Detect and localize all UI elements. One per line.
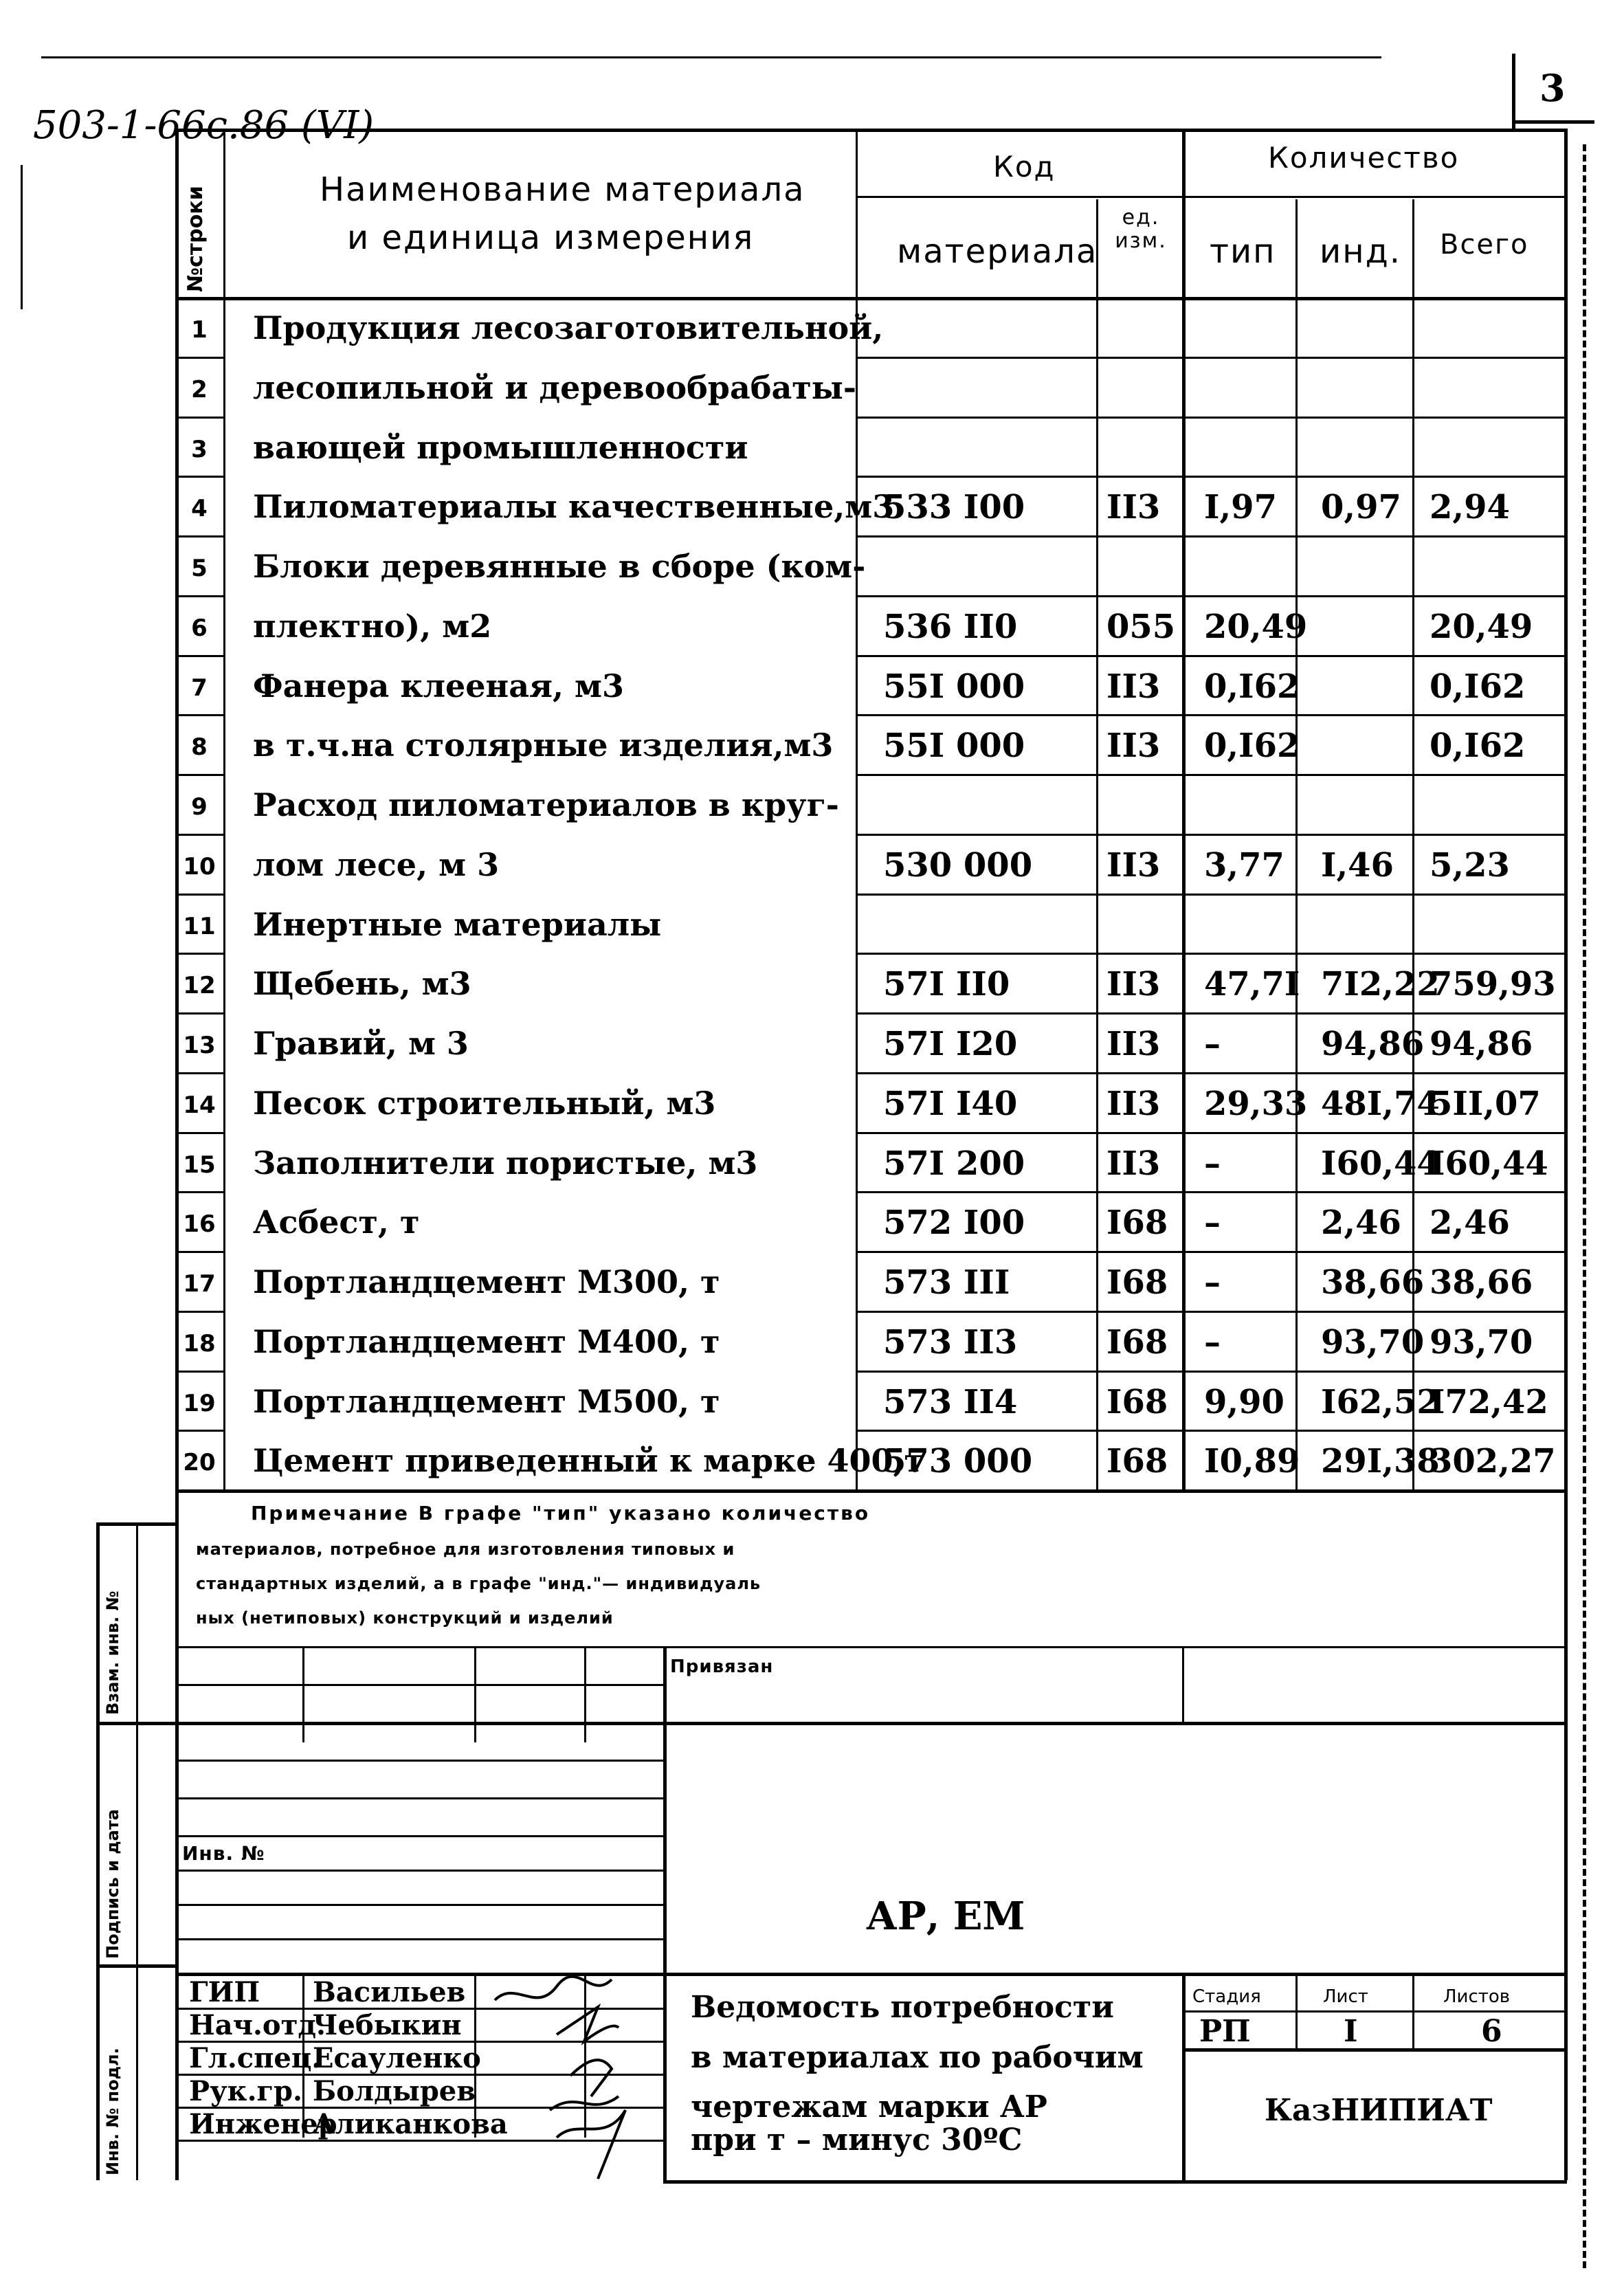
row-separator — [856, 535, 1567, 537]
qty-total: 759,93 — [1430, 965, 1556, 1004]
row-number-separator — [175, 1191, 223, 1193]
material-code: 55I 000 — [883, 667, 1025, 706]
row-separator — [856, 1430, 1567, 1432]
side-label-inv-podl: Инв. № подл. — [103, 2048, 122, 2175]
unit-code: I68 — [1106, 1322, 1168, 1362]
document-code: 503-1-66с.86 (VI) — [33, 103, 375, 148]
row-separator — [856, 655, 1567, 657]
qty-ind: 29I,38 — [1321, 1442, 1440, 1481]
qty-total: 0,I62 — [1430, 667, 1526, 706]
grid-v3 — [584, 1646, 586, 1742]
unit-code: I68 — [1106, 1442, 1168, 1481]
left-edge-mark — [21, 165, 23, 309]
material-name: Цемент приведенный к марке 400,т — [253, 1442, 924, 1480]
note-line2: материалов, потребное для изготовления типовых и — [196, 1540, 735, 1559]
row-number-separator — [175, 655, 223, 657]
row-number-separator — [175, 476, 223, 478]
qty-typ: 47,7I — [1204, 965, 1300, 1004]
side-label-podpis: Подпись и дата — [103, 1809, 122, 1959]
unit-code: II3 — [1106, 1025, 1161, 1063]
material-name: в т.ч.на столярные изделия,м3 — [253, 727, 834, 764]
qty-typ: – — [1204, 1204, 1221, 1243]
qty-ind: 7I2,22 — [1321, 965, 1440, 1004]
row-number: 12 — [183, 972, 216, 1000]
row-number-separator — [175, 1072, 223, 1074]
row-separator — [856, 1132, 1567, 1134]
row-separator — [856, 1311, 1567, 1313]
row-number-separator — [175, 1132, 223, 1134]
unit-code: II3 — [1106, 1144, 1161, 1183]
side-label-vzam: Взам. инв. № — [103, 1590, 122, 1715]
unit-code: I68 — [1106, 1382, 1168, 1421]
row-number: 7 — [191, 674, 208, 702]
row-separator — [856, 476, 1567, 478]
material-name: лесопильной и деревообрабаты- — [253, 368, 856, 406]
row-number: 18 — [183, 1329, 216, 1357]
row-number: 1 — [191, 316, 208, 344]
col-left — [175, 129, 179, 1489]
unit-code: II3 — [1106, 488, 1161, 527]
header-code: Код — [993, 150, 1056, 184]
stamp-top — [175, 1646, 1567, 1648]
qty-total: 20,49 — [1430, 607, 1533, 646]
qty-total: 2,94 — [1430, 488, 1510, 527]
sheets-value: 6 — [1481, 2014, 1502, 2049]
qty-total: I72,42 — [1430, 1382, 1548, 1421]
table-top — [175, 129, 1567, 132]
material-name: Портландцемент М300, т — [253, 1263, 720, 1300]
material-name: Щебень, м3 — [253, 965, 471, 1003]
grid-v5 — [1182, 1646, 1184, 1722]
sheet-number-baseline — [1512, 120, 1594, 124]
material-code: 57I I40 — [883, 1084, 1018, 1123]
material-name: Блоки деревянные в сборе (ком- — [253, 548, 866, 585]
grid-v4 — [663, 1646, 667, 2180]
qty-ind: I62,52 — [1321, 1382, 1440, 1421]
unit-code: II3 — [1106, 1084, 1161, 1123]
header-material: материала — [897, 232, 1098, 271]
qty-ind: 94,86 — [1321, 1025, 1425, 1063]
unit-code: I68 — [1106, 1204, 1168, 1243]
stamp-person: Васильев — [313, 1976, 466, 2008]
row-number-separator — [175, 1371, 223, 1373]
title-line1: Ведомость потребности — [691, 1990, 1114, 2025]
row-separator — [856, 1371, 1567, 1373]
unit-code: II3 — [1106, 845, 1161, 885]
qty-typ: 0,I62 — [1204, 727, 1300, 766]
grid-v2 — [474, 1646, 476, 1742]
row-separator — [856, 1072, 1567, 1074]
qty-total: I60,44 — [1430, 1144, 1548, 1183]
header-name-line2: и единица измерения — [347, 219, 755, 257]
qty-total: 93,70 — [1430, 1322, 1533, 1362]
row-number: 17 — [183, 1270, 216, 1298]
header-row-number: №строки — [183, 186, 208, 292]
row-number: 19 — [183, 1389, 216, 1417]
row-number: 15 — [183, 1151, 216, 1179]
inv-no-label: Инв. № — [182, 1842, 265, 1865]
qty-typ: 9,90 — [1204, 1382, 1284, 1421]
material-code: 57I II0 — [883, 965, 1010, 1004]
material-name: Продукция лесозаготовительной, — [253, 309, 884, 346]
stamp-role: Рук.гр. — [189, 2075, 302, 2107]
material-code: 536 II0 — [883, 607, 1018, 646]
unit-code: II3 — [1106, 667, 1161, 706]
material-code: 57I I20 — [883, 1025, 1018, 1063]
row-number: 13 — [183, 1032, 216, 1059]
row-number: 6 — [191, 614, 208, 642]
material-code: 57I 200 — [883, 1144, 1025, 1183]
material-name: Фанера клееная, м3 — [253, 667, 625, 705]
row-separator — [856, 595, 1567, 597]
qty-ind: 93,70 — [1321, 1322, 1425, 1362]
title-line4: при т – минус 30ºС — [691, 2122, 1023, 2158]
sheets-label: Листов — [1443, 1986, 1511, 2007]
material-code: 530 000 — [883, 845, 1033, 885]
row-number-separator — [175, 834, 223, 836]
material-code: 573 III — [883, 1263, 1010, 1302]
qty-total: 38,66 — [1430, 1263, 1533, 1302]
col-typ — [1295, 199, 1298, 1492]
material-code: 533 I00 — [883, 488, 1025, 527]
row-number-separator — [175, 953, 223, 955]
title-line2: в материалах по рабочим — [691, 2040, 1144, 2075]
row-number: 20 — [183, 1449, 216, 1477]
col-right — [1564, 129, 1568, 2180]
material-name: Портландцемент М400, т — [253, 1322, 720, 1360]
qty-typ: – — [1204, 1144, 1221, 1183]
grid-h5 — [175, 1835, 663, 1837]
qty-typ: 29,33 — [1204, 1084, 1308, 1123]
material-code: 573 II4 — [883, 1382, 1018, 1421]
material-name: Песок строительный, м3 — [253, 1084, 716, 1122]
brand-code: АР, ЕМ — [866, 1894, 1025, 1939]
row-number-separator — [175, 894, 223, 896]
material-name: лом лесе, м 3 — [253, 845, 500, 883]
sidebar-mid — [136, 1522, 138, 2180]
material-name: Заполнители пористые, м3 — [253, 1144, 758, 1182]
qty-total: 5II,07 — [1430, 1084, 1541, 1123]
title-line3: чертежам марки АР — [691, 2089, 1047, 2125]
stamp-role: Гл.спец. — [189, 2042, 322, 2074]
row-number-separator — [175, 595, 223, 597]
qty-ind: 48I,74 — [1321, 1084, 1440, 1123]
grid-h7 — [175, 1904, 663, 1906]
grid-h1 — [175, 1684, 663, 1686]
row-number-separator — [175, 714, 223, 716]
material-name: Инертные материалы — [253, 905, 662, 943]
qty-ind: 0,97 — [1321, 488, 1401, 527]
row-separator — [856, 417, 1567, 419]
material-name: Гравий, м 3 — [253, 1025, 469, 1062]
qty-typ: – — [1204, 1263, 1221, 1302]
note-line1: Примечание В графе "тип" указано количество — [251, 1502, 871, 1524]
row-separator — [856, 953, 1567, 955]
row-number: 5 — [191, 555, 208, 582]
qty-ind: 38,66 — [1321, 1263, 1425, 1302]
qty-ind: 2,46 — [1321, 1204, 1401, 1243]
hdr-bottom — [175, 297, 1567, 300]
material-code: 573 II3 — [883, 1322, 1018, 1362]
row-separator — [856, 894, 1567, 896]
qty-total: 94,86 — [1430, 1025, 1533, 1063]
sidebar-left — [96, 1522, 100, 2180]
note-line4: ных (нетиповых) конструкций и изделий — [196, 1608, 614, 1628]
unit-code: 055 — [1106, 607, 1176, 646]
material-name: Расход пиломатериалов в круг- — [253, 786, 839, 823]
qty-total: 0,I62 — [1430, 727, 1526, 766]
row-separator — [856, 1191, 1567, 1193]
grid-h2 — [175, 1722, 1567, 1725]
row-number: 14 — [183, 1091, 216, 1119]
material-name: Асбест, т — [253, 1204, 420, 1241]
stage-label: Стадия — [1192, 1986, 1261, 2007]
grid-h6 — [175, 1870, 663, 1872]
row-separator — [856, 774, 1567, 776]
qty-total: 302,27 — [1430, 1442, 1556, 1481]
row-number: 3 — [191, 435, 208, 463]
grid-v1 — [302, 1646, 304, 1742]
note-line3: стандартных изделий, а в графе "инд."— индивидуаль — [196, 1574, 761, 1593]
qty-typ: 3,77 — [1204, 845, 1284, 885]
qty-typ: – — [1204, 1322, 1221, 1362]
col-rownum — [223, 129, 225, 1493]
material-name: Пиломатериалы качественные,м3 — [253, 488, 895, 526]
material-code: 573 000 — [883, 1442, 1033, 1481]
material-name: Портландцемент М500, т — [253, 1382, 720, 1420]
stamp-bottom — [663, 2180, 1567, 2184]
privyazan-label: Привязан — [670, 1656, 774, 1677]
stamp-stage-h — [1182, 2010, 1564, 2013]
stage-value: РП — [1199, 2014, 1251, 2049]
row-number-separator — [175, 1430, 223, 1432]
stamp-right-block — [1182, 1973, 1186, 2180]
hdr-mid — [856, 196, 1567, 198]
row-number-separator — [175, 417, 223, 419]
top-header-line — [41, 56, 1381, 58]
row-separator — [856, 834, 1567, 836]
row-number-separator — [175, 1251, 223, 1253]
stamp-person: Болдырев — [313, 2075, 476, 2107]
sheet-value: I — [1344, 2014, 1358, 2049]
header-quantity: Количество — [1268, 141, 1460, 175]
unit-code: II3 — [1106, 727, 1161, 766]
sheet-label: Лист — [1323, 1986, 1368, 2007]
sign-col1 — [302, 1973, 304, 2138]
right-edge — [1583, 144, 1586, 2268]
row-separator — [856, 357, 1567, 359]
grid-h4 — [175, 1797, 663, 1799]
qty-typ: – — [1204, 1025, 1221, 1063]
sheet-number: 3 — [1539, 66, 1566, 110]
row-number-separator — [175, 1311, 223, 1313]
header-unit: ед. изм. — [1115, 206, 1167, 253]
stamp-role: Инженер — [189, 2108, 337, 2140]
grid-h3 — [175, 1760, 663, 1762]
table-bottom — [175, 1489, 1567, 1493]
material-code: 572 I00 — [883, 1204, 1025, 1243]
qty-typ: 20,49 — [1204, 607, 1308, 646]
row-number: 16 — [183, 1210, 216, 1239]
organization: КазНИПИАТ — [1265, 2093, 1493, 2128]
row-number: 4 — [191, 495, 208, 523]
sheet-number-divider — [1512, 54, 1515, 129]
row-number-separator — [175, 774, 223, 776]
col-unit — [1182, 129, 1186, 1493]
row-separator — [856, 1251, 1567, 1253]
row-number: 11 — [183, 912, 216, 940]
header-ind: инд. — [1320, 232, 1402, 271]
header-total: Всего — [1440, 229, 1529, 260]
stamp-role: ГИП — [189, 1976, 260, 2008]
stamp-person: Есауленко — [313, 2042, 481, 2074]
material-name: плектно), м2 — [253, 607, 492, 645]
qty-typ: I0,89 — [1204, 1442, 1300, 1481]
row-number-separator — [175, 357, 223, 359]
qty-ind: I60,44 — [1321, 1144, 1440, 1183]
qty-typ: I,97 — [1204, 488, 1277, 527]
row-separator — [856, 714, 1567, 716]
material-code: 55I 000 — [883, 727, 1025, 766]
header-typ: тип — [1210, 232, 1276, 271]
col-code — [1096, 199, 1098, 1492]
qty-total: 5,23 — [1430, 845, 1510, 885]
material-name: вающей промышленности — [253, 428, 748, 466]
unit-code: II3 — [1106, 965, 1161, 1004]
stamp-person: Аликанкова — [313, 2108, 508, 2140]
header-name-line1: Наименование материала — [320, 170, 805, 209]
row-number-separator — [175, 535, 223, 537]
stamp-person: Чебыкин — [313, 2009, 462, 2041]
unit-code: I68 — [1106, 1263, 1168, 1302]
qty-ind: I,46 — [1321, 845, 1394, 885]
row-number-separator — [175, 1012, 223, 1014]
row-number: 8 — [191, 733, 208, 762]
row-separator — [856, 1012, 1567, 1014]
grid-h8 — [175, 1938, 663, 1940]
qty-typ: 0,I62 — [1204, 667, 1300, 706]
stamp-role: Нач.отд. — [189, 2009, 326, 2041]
row-number: 9 — [191, 793, 208, 821]
qty-total: 2,46 — [1430, 1204, 1510, 1243]
row-number: 2 — [191, 375, 208, 403]
signature-marks — [474, 1973, 653, 2186]
row-number: 10 — [183, 852, 216, 880]
